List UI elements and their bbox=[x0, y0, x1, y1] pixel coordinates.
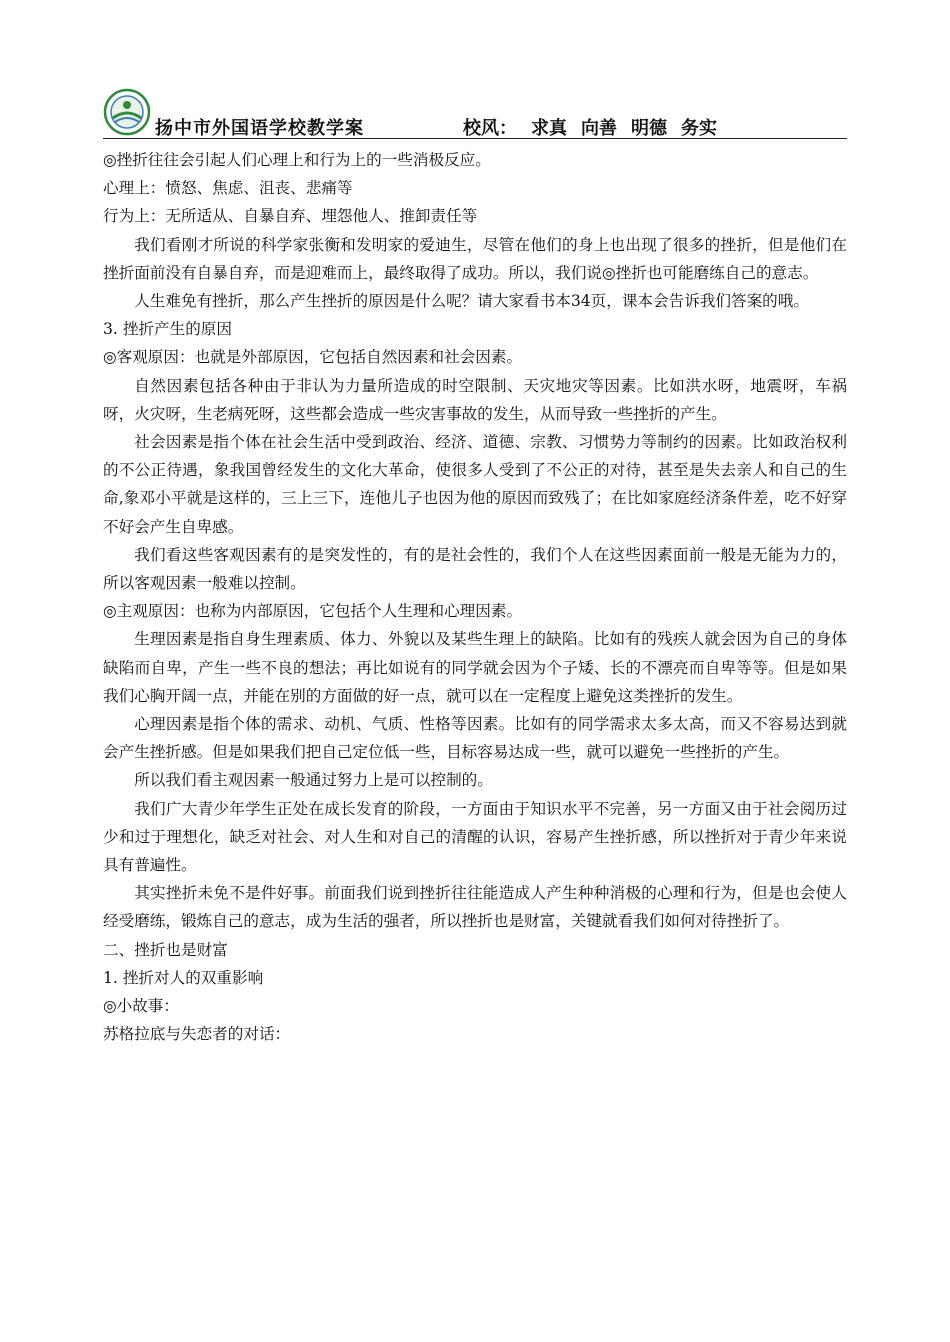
school-name: 扬中市外国语学校教学案 bbox=[155, 118, 364, 139]
motto-item: 明德 bbox=[631, 118, 667, 139]
paragraph: 我们看这些客观因素有的是突发性的，有的是社会性的，我们个人在这些因素面前一般是无能为力的，所以客观因素一般难以控制。 bbox=[103, 545, 847, 593]
paragraph: 其实挫折未免不是件好事。前面我们说到挫折往往能造成人产生种种消极的心理和行为，但是也会使人经受磨练，锻炼自己的意志，成为生活的强者，所以挫折也是财富，关键就看我们如何对待挫折了。 bbox=[103, 884, 847, 931]
paragraph: 我们广大青少年学生正处在成长发育的阶段，一方面由于知识水平不完善，另一方面又由于社会阅历过少和过于理想化，缺乏对社会、对人生和对自己的清醒的认识，容易产生挫折感，所以挫折对于青少年来说具有普遍性。 bbox=[103, 799, 847, 875]
paragraph: ◎客观原因：也就是外部原因，它包括自然因素和社会因素。 bbox=[103, 348, 523, 367]
paragraph: 社会因素是指个体在社会生活中受到政治、经济、道德、宗教、习惯势力等制约的因素。比如政治权利的不公正待遇，象我国曾经发生的文化大革命，使很多人受到了不公正的对待，甚至是失去亲人和自己的生命,象邓小平就是这样的，三上三下，连他儿子也因为他的原因而致残了；在比如家庭经济条件差，吃不好穿不好会产生自卑感。 bbox=[103, 433, 847, 536]
paragraph: 自然因素包括各种由于非认为力量所造成的时空限制、天灾地灾等因素。比如洪水呀，地震呀，车祸呀，火灾呀，生老病死呀，这些都会造成一些灾害事故的发生，从而导致一些挫折的产生。 bbox=[103, 376, 847, 423]
paragraph: 苏格拉底与失恋者的对话： bbox=[103, 1025, 291, 1044]
paragraph: ◎挫折往往会引起人们心理上和行为上的一些消极反应。 bbox=[103, 151, 491, 169]
paragraph: 心理因素是指个体的需求、动机、气质、性格等因素。比如有的同学需求太多太高，而又不容易达到就会产生挫折感。但是如果我们把自己定位低一些，目标容易达成一些，就可以避免一些挫折的产生。 bbox=[103, 715, 847, 762]
motto-label: 校风： bbox=[463, 118, 517, 139]
paragraph: 人生难免有挫折，那么产生挫折的原因是什么呢？请大家看书本34页，课本会告诉我们答案的哦。 bbox=[134, 292, 809, 311]
school-logo-icon bbox=[103, 88, 151, 136]
paragraph: 我们看刚才所说的科学家张衡和发明家的爱迪生，尽管在他们的身上也出现了很多的挫折，但是他们在挫折面前没有自暴自弃，而是迎难而上，最终取得了成功。所以，我们说◎挫折也可能磨练自己的意志。 bbox=[103, 235, 847, 282]
school-motto bbox=[463, 114, 731, 140]
document-body bbox=[103, 146, 847, 1049]
paragraph: 1. 挫折对人的双重影响 bbox=[103, 968, 264, 987]
motto-item: 务实 bbox=[681, 118, 717, 139]
paragraph: 生理因素是指自身生理素质、体力、外貌以及某些生理上的缺陷。比如有的残疾人就会因为自己的身体缺陷而自卑，产生一些不良的想法；再比如说有的同学就会因为个子矮、长的不漂亮而自卑等等。但是如果我们心胸开阔一点，并能在别的方面做的好一点，就可以在一定程度上避免这类挫折的发生。 bbox=[103, 630, 847, 705]
motto-item: 求真 bbox=[531, 118, 567, 139]
paragraph: 3. 挫折产生的原因 bbox=[103, 320, 232, 339]
paragraph: 二、挫折也是财富 bbox=[103, 940, 228, 959]
paragraph: 心理上：愤怒、焦虑、沮丧、悲痛等 bbox=[103, 179, 353, 198]
paragraph: 行为上：无所适从、自暴自弃、埋怨他人、推卸责任等 bbox=[103, 207, 478, 226]
paragraph: 所以我们看主观因素一般通过努力上是可以控制的。 bbox=[134, 771, 493, 790]
paragraph: ◎主观原因：也称为内部原因，它包括个人生理和心理因素。 bbox=[103, 602, 523, 621]
page-header bbox=[103, 86, 847, 139]
motto-item: 向善 bbox=[581, 118, 617, 139]
paragraph: ◎小故事： bbox=[103, 997, 179, 1016]
